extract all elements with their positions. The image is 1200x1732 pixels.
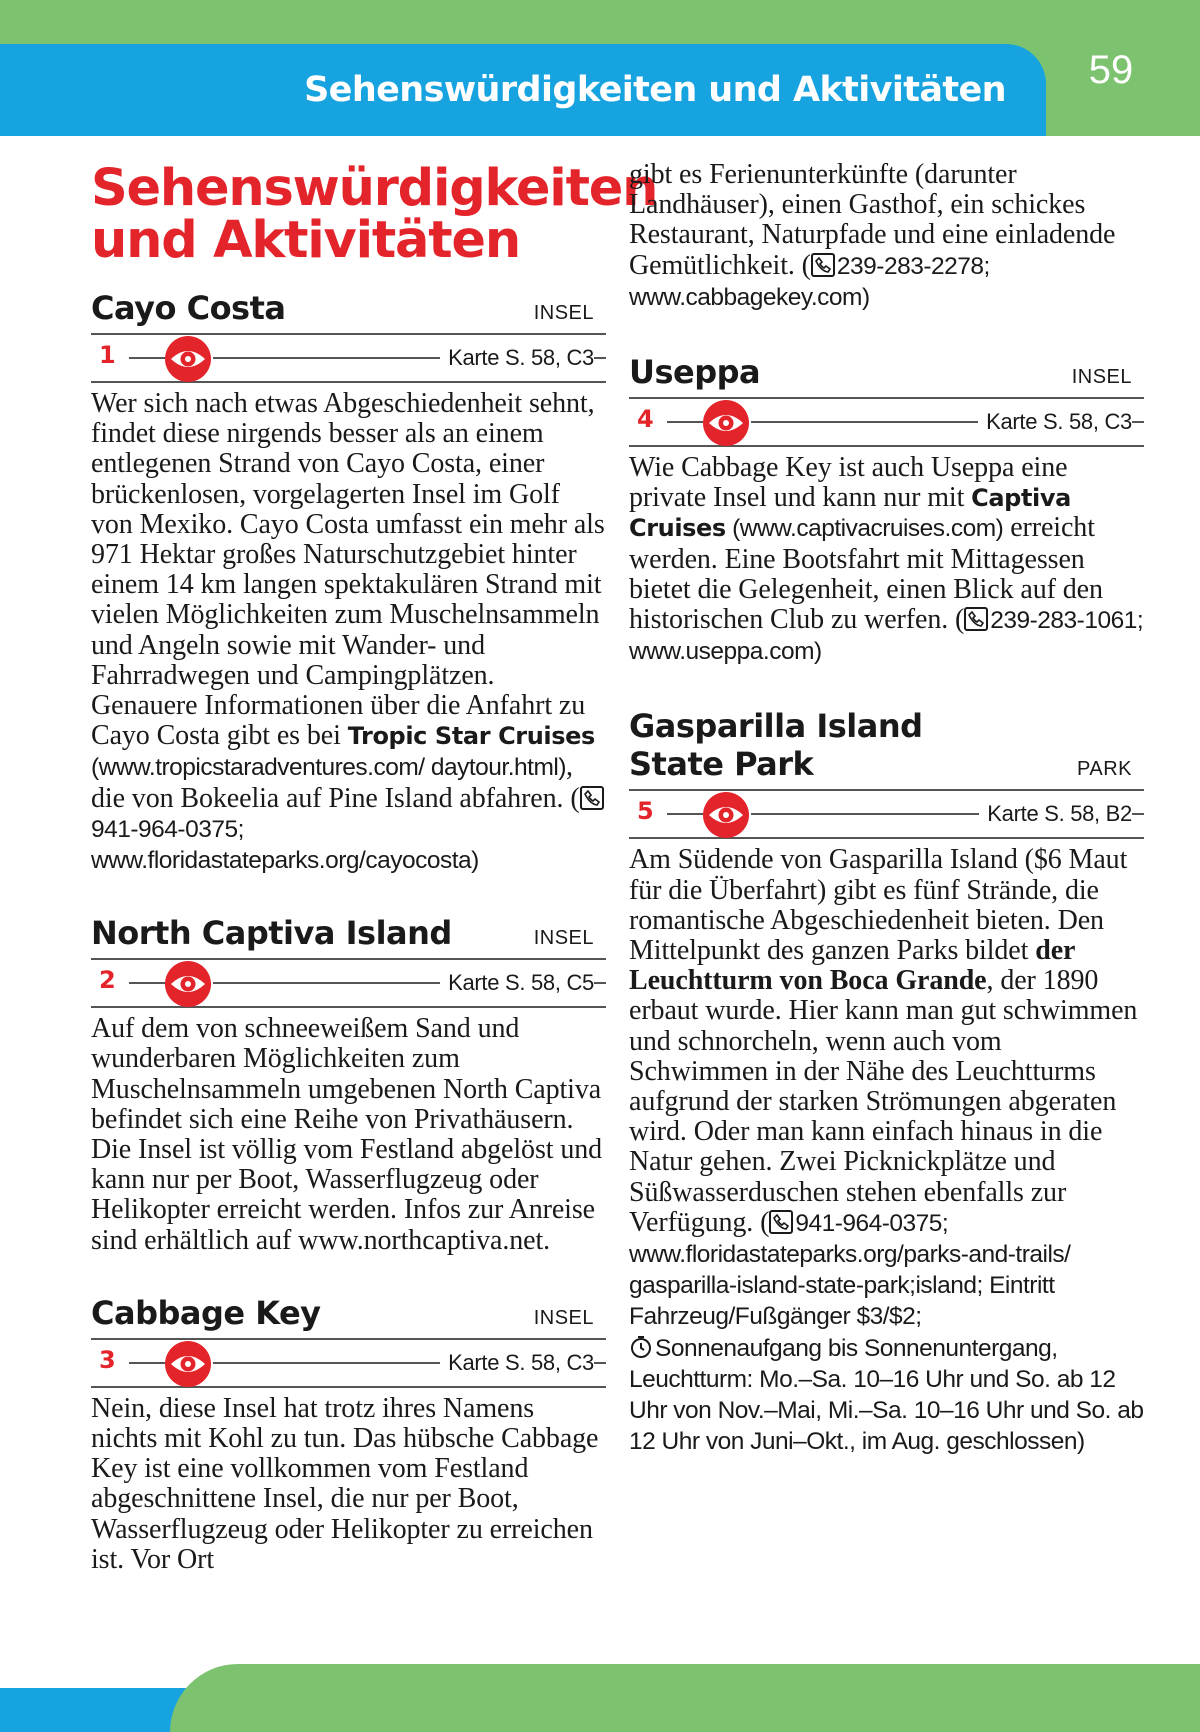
entry-description: Auf dem von schneeweißem Sand und wunderbaren Möglichkeiten zum Muschelnsammeln umgebenen North Captiva befindet sich eine Reihe von Privathäusern. Die Insel ist völlig vom Festland abgelöst und kann nur per Boot, Wasserflugzeug oder Helikopter erreicht werden. Infos zur Anreise sind erhältlich auf www.northcaptiva.net.: [91, 1013, 603, 1256]
entry-description: Nein, diese Insel hat trotz ihres Namens nichts mit Kohl zu tun. Das hübsche Cabbage Key ist eine vollkommen vom Festland abgeschnittene Insel, die nur per Boot, Wasserflugzeug oder Helikopter zu erreichen ist. Vor Ort: [91, 1392, 599, 1575]
page-title: [91, 159, 658, 270]
description-text: erreicht werden. Eine Bootsfahrt mit Mittagessen bietet die Gelegenheit, einen Blick auf den historischen Club zu werfen. (: [629, 512, 1103, 636]
entry-useppa: [629, 353, 1144, 667]
eye-icon: [163, 959, 213, 1009]
divider: [129, 982, 165, 984]
entry-description: [629, 453, 1144, 667]
entry-type: PARK: [1077, 758, 1132, 781]
entry-cabbage-key: [91, 1294, 606, 1575]
description-text: , die von Bokeelia auf Pine Island abfahren. (: [91, 751, 580, 814]
divider: [667, 813, 703, 815]
divider: [129, 357, 165, 359]
website-link[interactable]: www.floridastateparks.org/cayocosta): [91, 847, 479, 875]
footer-band-green: [170, 1664, 1200, 1732]
description-text: Am Südende von Gasparilla Island ($6 Maut für die Überfahrt) gibt es fünf Strände, die romantische Abgeschiedenheit bieten. Den Mittelpunkt des ganzen Parks bildet: [629, 844, 1128, 967]
entry-header: [629, 353, 1144, 399]
eye-icon: [163, 334, 213, 384]
entry-type: INSEL: [533, 1306, 594, 1329]
phone-icon: [811, 253, 835, 277]
entry-cayo-costa: [91, 289, 606, 876]
phone-icon: [964, 607, 988, 631]
description-text: gibt es Ferienunterkünfte (darunter Landhäuser), einen Gasthof, ein schickes Restaurant, Naturpfade und eine einladende Gemütlichkeit. (: [629, 159, 1116, 281]
description-text: , der 1890 erbaut wurde. Hier kann man gut schwimmen und schnorcheln, wenn auch vom Schwimmen in der Nähe des Leuchtturms aufgrund der starken Strömungen abgeraten wird. Oder man kann einfach hinaus in die Natur gehen. Zwei Picknickplätze und Süßwasserduschen stehen ebenfalls zur Verfügung. (: [629, 965, 1138, 1238]
entry-header: [629, 705, 1144, 791]
operator-name: Tropic Star Cruises: [347, 722, 595, 751]
entry-meta: [629, 791, 1144, 839]
entry-number: 2: [99, 966, 116, 995]
entry-meta: [91, 960, 606, 1008]
divider: [667, 421, 703, 423]
eye-icon: [701, 398, 751, 448]
description-text: Wie Cabbage Key ist auch Useppa eine private Insel und kann nur mit: [629, 452, 1068, 514]
cabbage-key-continued: [629, 160, 1144, 313]
map-reference: Karte S. 58, C5: [440, 970, 594, 996]
entry-type: INSEL: [533, 927, 594, 950]
entry-title: Cayo Costa: [91, 289, 286, 327]
entry-meta: [91, 335, 606, 383]
phone-number[interactable]: 239-283-2278;: [836, 252, 990, 280]
page-number: 59: [1088, 48, 1134, 92]
entry-header: [91, 289, 606, 335]
phone-number[interactable]: 941-964-0375;: [91, 815, 244, 843]
website-link[interactable]: www.cabbagekey.com): [629, 283, 870, 311]
phone-icon: [580, 786, 604, 810]
map-reference: Karte S. 58, C3: [440, 1350, 594, 1376]
operator-name: Captiva Cruises: [629, 484, 1071, 543]
map-reference: Karte S. 58, B2: [979, 801, 1132, 827]
entry-meta: [91, 1340, 606, 1388]
left-column: [91, 159, 658, 1613]
opening-hours: Sonnenaufgang bis Sonnenuntergang, Leuchtturm: Mo.–Sa. 10–16 Uhr und So. ab 12 Uhr von Nov.–Mai, Mi.–Sa. 10–16 Uhr und So. ab 12 Uhr von Juni–Okt., im Aug. geschlossen): [629, 1334, 1144, 1456]
entry-type: INSEL: [1071, 366, 1132, 389]
phone-number[interactable]: 941-964-0375;: [795, 1209, 949, 1237]
entry-number: 5: [637, 797, 654, 826]
practical-info: www.floridastateparks.org/parks-and-trails/ gasparilla-island-state-park;island; Eintritt Fahrzeug/Fußgänger $3/$2;: [629, 1241, 1071, 1331]
eye-icon: [701, 790, 751, 840]
divider: [129, 1362, 165, 1364]
entry-number: 3: [99, 1345, 116, 1374]
entry-number: 4: [637, 405, 654, 434]
website-link[interactable]: (www.captivacruises.com): [725, 515, 1004, 543]
entry-title: Useppa: [629, 353, 761, 392]
page-title-line2: und Aktivitäten: [91, 211, 520, 270]
website-link[interactable]: www.useppa.com): [629, 638, 822, 666]
entry-title: Cabbage Key: [91, 1293, 321, 1332]
entry-header: [91, 914, 606, 960]
entry-number: 1: [99, 341, 116, 369]
header-band-blue: [0, 44, 1046, 136]
map-reference: Karte S. 58, C3: [440, 345, 594, 371]
eye-icon: [163, 1339, 213, 1389]
highlight-name: der Leuchtturm von Boca Grande: [629, 935, 1075, 997]
entry-description: [91, 389, 606, 876]
entry-header: [91, 1294, 606, 1340]
website-link[interactable]: (www.tropicstaradventures.com/ daytour.html): [91, 754, 566, 782]
description-text: Wer sich nach etwas Abgeschiedenheit sehnt, findet diese nirgends besser als an einem entlegenen Strand von Cayo Costa, einer brückenlosen, vorgelagerten Insel im Golf von Mexiko. Cayo Costa umfasst ein mehr als 971 Hektar großes Naturschutzgebiet hinter einem 14 km langen spektakulären Strand mit vielen Möglichkeiten zum Muschelnsammeln und Angeln sowie mit Wander- und Fahrradwegen und Campingplätzen. Genauere Informationen über die Anfahrt zu Cayo Costa gibt es bei: [91, 388, 605, 752]
running-header-title: Sehenswürdigkeiten und Aktivitäten: [304, 70, 1006, 110]
right-column: [629, 160, 1144, 1496]
entry-gasparilla: [629, 705, 1144, 1457]
entry-north-captiva: [91, 914, 606, 1256]
map-reference: Karte S. 58, C3: [978, 409, 1132, 435]
page-title-line1: Sehenswürdigkeiten: [91, 159, 658, 218]
entry-type: INSEL: [533, 302, 594, 324]
clock-icon: [629, 1335, 653, 1359]
entry-title: North Captiva Island: [91, 914, 452, 953]
phone-icon: [769, 1210, 793, 1234]
entry-meta: [629, 399, 1144, 447]
phone-number[interactable]: 239-283-1061;: [990, 607, 1144, 635]
entry-title: Gasparilla Island State Park: [629, 707, 923, 784]
entry-description: [629, 845, 1144, 1457]
